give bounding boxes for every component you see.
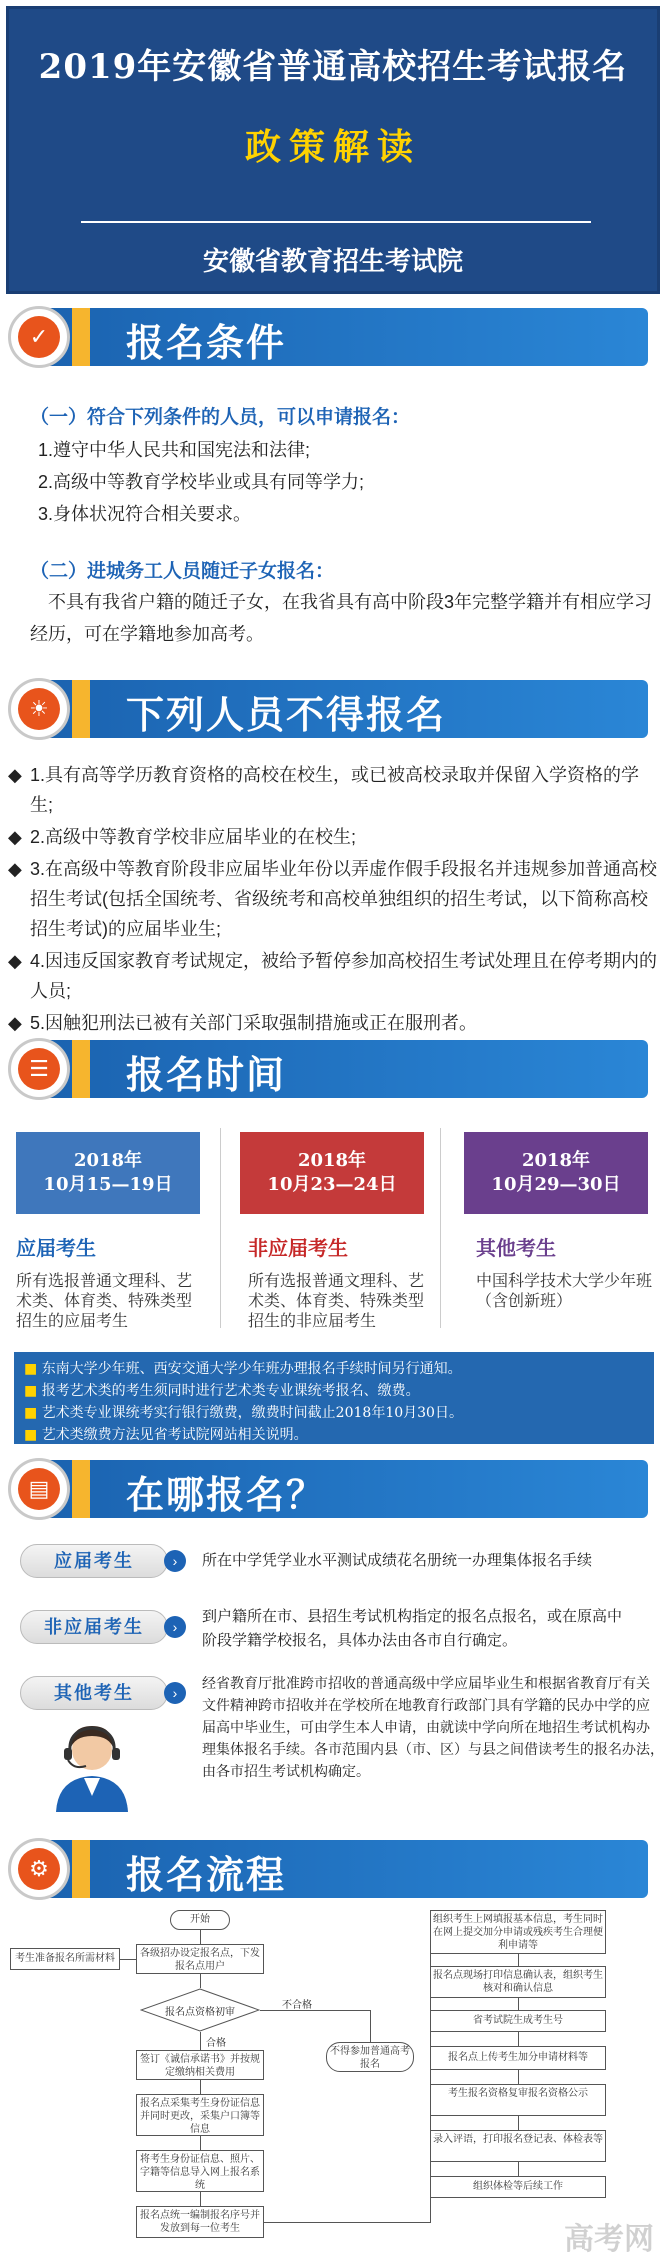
list-item: ◆ 5.因触犯刑法已被有关部门采取强制措施或正在服刑者。 xyxy=(8,1008,658,1038)
square-bullet-icon: ■ xyxy=(24,1383,42,1399)
square-bullet-icon: ■ xyxy=(24,1427,42,1443)
section-title: 报名条件 xyxy=(126,321,287,365)
flow-connector xyxy=(264,2222,430,2223)
flow-connector xyxy=(200,2192,201,2206)
flow-connector xyxy=(370,2010,371,2042)
flow-connector xyxy=(518,2116,519,2130)
section-header-time xyxy=(8,1036,658,1102)
section-title: 在哪报名？ xyxy=(126,1473,327,1517)
section-badge xyxy=(8,306,70,368)
time-card-desc: 中国科学技术大学少年班 （含创新班） xyxy=(476,1273,653,1310)
condition-item: 1.遵守中华人民共和国宪法和法律; xyxy=(38,440,311,460)
flowchart-icon: ⚙ xyxy=(18,1848,60,1890)
square-bullet-icon: ■ xyxy=(24,1361,42,1377)
diamond-bullet-icon: ◆ xyxy=(8,827,22,847)
time-card-desc: 所有选报普通文理科、艺 术类、体育类、特殊类型 招生的应届考生 xyxy=(16,1273,193,1330)
flow-fail-label: 不合格 xyxy=(282,2000,312,2011)
list-item: ◆ 4.因违反国家教育考试规定，被给予暂停参加高校招生考试处理且在停考期内的 人员; xyxy=(8,946,658,1006)
chevron-right-icon: › xyxy=(164,1616,186,1638)
chevron-right-icon: › xyxy=(164,1682,186,1704)
organization-name: 安徽省教育招生考试院 xyxy=(202,247,463,277)
flow-connector xyxy=(518,2070,519,2084)
flow-connector xyxy=(200,1930,201,1944)
section-stripe xyxy=(72,1460,90,1518)
flow-step: 各级招办设定报名点，下发报名点用户 xyxy=(136,1944,264,1974)
card-divider xyxy=(220,1128,221,1328)
flow-pass-label: 合格 xyxy=(206,2038,226,2049)
flow-step: 报名点统一编制报名序号并发放到每一位考生 xyxy=(136,2206,264,2238)
flow-step: 组织考生上网填报基本信息，考生同时在网上提交加分申请或残疾考生合理便利申请等 xyxy=(430,1910,606,1954)
migrant-paragraph xyxy=(30,586,653,650)
time-notes xyxy=(14,1352,654,1444)
section-badge xyxy=(8,1038,70,1100)
note-line: ■ 报考艺术类的考生须同时进行艺术类专业课统考报名、缴费。 xyxy=(24,1383,420,1399)
condition-item: 3.身体状况符合相关要求。 xyxy=(38,504,252,524)
flow-connector xyxy=(200,1974,201,1988)
flow-connector xyxy=(518,2162,519,2176)
flow-step: 录入评语，打印报名登记表、体检表等 xyxy=(430,2130,606,2162)
flow-step: 将考生身份证信息、照片、字籍等信息导入网上报名系统 xyxy=(136,2150,264,2192)
document-icon: ▤ xyxy=(18,1468,60,1510)
note-line: ■ 艺术类专业课统考实行银行缴费，缴费时间截止2018年10月30日。 xyxy=(24,1405,463,1421)
time-card-desc: 所有选报普通文理科、艺 术类、体育类、特殊类型 招生的非应届考生 xyxy=(248,1273,425,1330)
note-line: ■ 艺术类缴费方法见省考试院网站相关说明。 xyxy=(24,1427,308,1443)
flow-connector xyxy=(200,2032,201,2050)
list-item: ◆ 3.在高级中等教育阶段非应届毕业年份以弄虚作假手段报名并违规参加普通高校 招生考试(包括全国统考、省级统考和高校单独组织的招生考试，以下简称高校 招生考试)的应届毕业生; xyxy=(8,854,658,944)
where-text: 所在中学凭学业水平测试成绩花名册统一办理集体报名手续 xyxy=(202,1552,593,1569)
list-item: ◆ 2.高级中等教育学校非应届毕业的在校生; xyxy=(8,822,658,852)
list-icon: ☰ xyxy=(18,1048,60,1090)
condition-heading-2: （二）进城务工人员随迁子女报名： xyxy=(30,561,335,582)
section-stripe xyxy=(72,1840,90,1898)
note-line: ■ 东南大学少年班、西安交通大学少年班办理报名手续时间另行通知。 xyxy=(24,1361,462,1377)
flow-connector xyxy=(200,2136,201,2150)
section-header-conditions xyxy=(8,304,658,370)
condition-list xyxy=(38,434,364,530)
flow-decision: 报名点资格初审 xyxy=(140,1988,260,2032)
time-cards xyxy=(0,1124,666,1344)
flow-connector xyxy=(260,2010,370,2011)
diamond-bullet-icon: ◆ xyxy=(8,951,22,971)
flow-step: 报名点现场打印信息确认表，组织考生核对和确认信息 xyxy=(430,1966,606,1998)
flow-connector xyxy=(518,2032,519,2046)
flow-step: 报名点上传考生加分申请材料等 xyxy=(430,2046,606,2070)
watermark-logo: 高考网 xyxy=(564,2223,654,2256)
process-flowchart xyxy=(0,1906,666,2268)
section-stripe xyxy=(72,680,90,738)
time-card-header: 2018年 10月15—19日 xyxy=(16,1132,200,1214)
header-panel xyxy=(6,6,660,294)
flow-start: 开始 xyxy=(170,1910,230,1930)
where-tag-nonfresh: 非应届考生 xyxy=(20,1610,168,1644)
header-divider xyxy=(81,221,591,223)
diamond-bullet-icon: ◆ xyxy=(8,859,22,879)
support-agent-icon xyxy=(44,1716,140,1812)
list-item: ◆ 1.具有高等学历教育资格的高校在校生，或已被高校录取并保留入学资格的学生; xyxy=(8,760,658,820)
time-card-type: 应届考生 xyxy=(16,1238,96,1260)
time-card-type: 非应届考生 xyxy=(248,1238,348,1260)
flow-reject: 不得参加普通高考报名 xyxy=(326,2042,414,2072)
square-bullet-icon: ■ xyxy=(24,1405,42,1421)
lightbulb-icon: ☀ xyxy=(18,688,60,730)
section-title: 报名流程 xyxy=(126,1853,287,1897)
flow-step: 考生报名资格复审报名资格公示 xyxy=(430,2084,606,2116)
section-badge xyxy=(8,678,70,740)
flow-side-note: 考生准备报名所需材料 xyxy=(10,1948,120,1970)
header-banner xyxy=(0,0,666,300)
flow-step: 省考试院生成考生号 xyxy=(430,2010,606,2032)
prohibited-list xyxy=(8,760,658,1040)
where-tag-fresh: 应届考生 xyxy=(20,1544,168,1578)
section-title: 下列人员不得报名 xyxy=(126,693,447,737)
condition-heading-1: （一）符合下列条件的人员，可以申请报名： xyxy=(30,407,411,428)
section-header-prohibited xyxy=(8,676,658,742)
section-stripe xyxy=(72,308,90,366)
flow-connector xyxy=(518,1998,519,2010)
where-tag-other: 其他考生 xyxy=(20,1676,168,1710)
time-card-type: 其他考生 xyxy=(476,1238,556,1260)
where-text: 经省教育厅批准跨市招收的普通高级中学应届毕业生和根据省教育厅有关 文件精神跨市招收并在学校所在地教育行政部门具有学籍的民办中学的应 届高中毕业生，可由学生本人申请，由就读中学向所在地招生考试机构办 理集体报名手续。各市范围内县（市、区）与县之间借读考生的报名办法， 由各市招生考试机构确定。 xyxy=(202,1675,664,1779)
paragraph-line: 不具有我省户籍的随迁子女，在我省具有高中阶段3年完整学籍并有相应学习 xyxy=(48,592,653,612)
section-badge xyxy=(8,1458,70,1520)
flow-step: 签订《诚信承诺书》并按规定缴纳相关费用 xyxy=(136,2050,264,2080)
paragraph-line: 经历，可在学籍地参加高考。 xyxy=(30,624,264,644)
diamond-bullet-icon: ◆ xyxy=(8,765,22,785)
page-subtitle: 政策解读 xyxy=(244,126,421,167)
section-header-process xyxy=(8,1836,658,1902)
flow-connector xyxy=(120,1959,136,1960)
flow-step: 组织体检等后续工作 xyxy=(430,2176,606,2198)
checkmark-icon: ✓ xyxy=(18,316,60,358)
section-badge xyxy=(8,1838,70,1900)
section-stripe xyxy=(72,1040,90,1098)
where-text: 到户籍所在市、县招生考试机构指定的报名点报名，或在原高中 阶段学籍学校报名，具体办法由各市自行确定。 xyxy=(202,1608,623,1649)
section-title: 报名时间 xyxy=(126,1053,287,1097)
condition-item: 2.高级中等教育学校毕业或具有同等学力; xyxy=(38,472,365,492)
flow-step: 报名点采集考生身份证信息并同时更改，采集户口簿等信息 xyxy=(136,2094,264,2136)
page-title: 2019年安徽省普通高校招生考试报名 xyxy=(38,47,628,87)
time-card-header: 2018年 10月29—30日 xyxy=(464,1132,648,1214)
diamond-bullet-icon: ◆ xyxy=(8,1013,22,1033)
flow-connector xyxy=(200,2080,201,2094)
time-card-header: 2018年 10月23—24日 xyxy=(240,1132,424,1214)
chevron-right-icon: › xyxy=(164,1550,186,1572)
flow-connector xyxy=(518,1954,519,1966)
section-header-where xyxy=(8,1456,658,1522)
